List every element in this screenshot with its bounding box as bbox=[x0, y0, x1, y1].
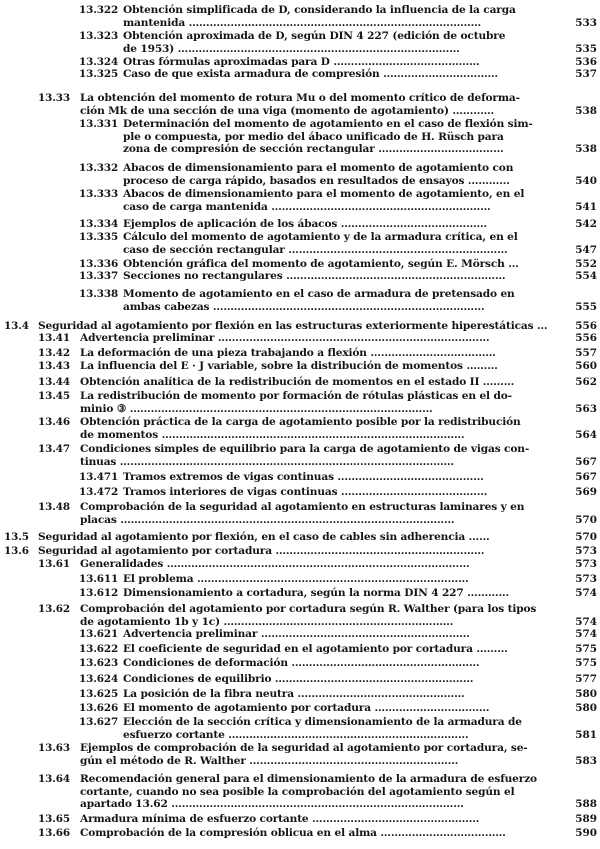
section-number: 13.623 bbox=[79, 657, 119, 669]
title-line: ple o compuesta, por medio del ábaco unificado de H. Rüsch para bbox=[123, 130, 504, 143]
section-title bbox=[123, 218, 560, 231]
section-number: 13.62 bbox=[38, 603, 71, 615]
section-title bbox=[80, 742, 560, 767]
title-line: apartado 13.62 ………………………………………………………………………… bbox=[80, 798, 464, 810]
title-line: mantenida ………………………………………………………………………… bbox=[123, 16, 482, 29]
page-number: 560 bbox=[575, 360, 597, 372]
page-number: 589 bbox=[575, 813, 597, 825]
section-number: 13.41 bbox=[38, 332, 71, 344]
page-number: 583 bbox=[575, 754, 597, 767]
section-number: 13.333 bbox=[79, 188, 119, 200]
section-title bbox=[123, 4, 560, 29]
section-title bbox=[123, 688, 560, 701]
section-title bbox=[38, 320, 560, 333]
section-title bbox=[123, 56, 560, 69]
section-title bbox=[123, 643, 560, 656]
title-line: Comprobación del agotamiento por cortadura según R. Walther (para los tipos bbox=[80, 603, 537, 615]
page-number: 574 bbox=[575, 628, 597, 640]
title-line: Condiciones de deformación ……………………………………………… bbox=[123, 657, 480, 669]
section-title bbox=[80, 443, 560, 468]
title-line: Obtención práctica de la carga de agotamiento posible por la redistribución bbox=[80, 416, 521, 428]
section-title bbox=[80, 813, 560, 826]
title-line: Otras fórmulas aproximadas para D …………………………………… bbox=[123, 56, 480, 68]
title-line: Advertencia preliminar …………………………………………………………………… bbox=[80, 332, 490, 344]
section-number: 13.4 bbox=[4, 320, 29, 332]
page-number: 542 bbox=[575, 218, 597, 230]
section-title bbox=[38, 531, 560, 544]
page-number: 533 bbox=[575, 16, 597, 29]
page-number: 580 bbox=[575, 688, 597, 700]
section-title bbox=[80, 332, 560, 345]
title-line: de agotamiento 1b y 1c) ………………………………………………………… bbox=[80, 615, 454, 628]
title-line: Generalidades …………………………………………………………………………… bbox=[80, 558, 470, 570]
section-title bbox=[123, 68, 560, 81]
page-number: 570 bbox=[575, 513, 597, 526]
section-number: 13.624 bbox=[79, 673, 119, 685]
section-title bbox=[123, 673, 560, 686]
section-title bbox=[123, 587, 560, 600]
section-title bbox=[80, 558, 560, 571]
title-line: tinuas …………………………………………………………………………………… bbox=[80, 455, 454, 468]
title-line: cortante, cuando no sea posible la comprobación del agotamiento según el bbox=[80, 785, 515, 798]
section-number: 13.338 bbox=[79, 288, 119, 300]
title-line: zona de compresión de sección rectangular ……………………………… bbox=[123, 143, 504, 155]
title-line: Ejemplos de aplicación de los ábacos …………………………………… bbox=[123, 218, 487, 230]
section-number: 13.323 bbox=[79, 30, 119, 42]
title-line: Caso de que exista armadura de compresión …………………………… bbox=[123, 68, 498, 80]
title-line: Obtención simplificada de D, considerando la influencia de la carga bbox=[123, 4, 516, 16]
section-number: 13.331 bbox=[79, 118, 119, 130]
section-number: 13.325 bbox=[79, 68, 119, 80]
title-line: La influencia del E · J variable, sobre la distribución de momentos ……… bbox=[80, 360, 498, 372]
title-line: Obtención gráfica del momento de agotamiento, según E. Mörsch … bbox=[123, 258, 519, 270]
section-number: 13.47 bbox=[38, 443, 71, 455]
section-number: 13.471 bbox=[79, 471, 119, 483]
page-number: 580 bbox=[575, 702, 597, 714]
section-title bbox=[80, 773, 560, 811]
title-line: La deformación de una pieza trabajando a flexión ……………………………… bbox=[80, 347, 496, 359]
title-line: de momentos …………………………………………………………………………… bbox=[80, 428, 465, 441]
page-number: 573 bbox=[575, 573, 597, 585]
section-number: 13.612 bbox=[79, 587, 119, 599]
title-line: El problema …………………………………………………………………… bbox=[123, 573, 469, 585]
section-title bbox=[80, 603, 560, 628]
page-number: 556 bbox=[575, 332, 597, 344]
page-number: 575 bbox=[575, 657, 597, 669]
title-line: Armadura mínima de esfuerzo cortante ………………………………………… bbox=[80, 813, 480, 825]
section-number: 13.626 bbox=[79, 702, 119, 714]
section-title bbox=[123, 30, 560, 55]
section-number: 13.66 bbox=[38, 827, 71, 839]
section-number: 13.324 bbox=[79, 56, 119, 68]
section-title bbox=[123, 162, 560, 187]
section-number: 13.61 bbox=[38, 558, 71, 570]
section-title bbox=[123, 188, 560, 213]
title-line: La obtención del momento de rotura Mu o del momento crítico de deforma- bbox=[80, 92, 520, 104]
page-number: 570 bbox=[575, 531, 597, 543]
title-line: Obtención aproximada de D, según DIN 4 227 (edición de octubre bbox=[123, 30, 506, 42]
section-number: 13.43 bbox=[38, 360, 71, 372]
page-number: 567 bbox=[575, 455, 597, 468]
title-line: minio ③ …………………………………………………………………………… bbox=[80, 402, 433, 415]
title-line: Condiciones de equilibrio ………………………………………………… bbox=[123, 673, 474, 685]
title-line: esfuerzo cortante …………………………………………………………… bbox=[123, 728, 469, 741]
title-line: Seguridad al agotamiento por flexión en las estructuras exteriormente hiperestáticas … bbox=[38, 320, 548, 332]
title-line: gún el método de R. Walther …………………………………………………… bbox=[80, 754, 459, 767]
title-line: Seguridad al agotamiento por cortadura …………………………………………………… bbox=[38, 545, 485, 557]
section-title bbox=[123, 270, 560, 283]
section-number: 13.334 bbox=[79, 218, 119, 230]
section-title bbox=[123, 288, 560, 313]
section-title bbox=[38, 545, 560, 558]
page-number: 537 bbox=[575, 68, 597, 80]
page-number: 590 bbox=[575, 827, 597, 839]
title-line: Cálculo del momento de agotamiento y de la armadura crítica, en el bbox=[123, 231, 518, 243]
page-number: 563 bbox=[575, 402, 597, 415]
section-number: 13.65 bbox=[38, 813, 71, 825]
title-line: Elección de la sección crítica y dimensionamiento de la armadura de bbox=[123, 716, 522, 728]
title-line: placas …………………………………………………………………………………… bbox=[80, 513, 455, 526]
section-number: 13.621 bbox=[79, 628, 119, 640]
page-number: 564 bbox=[575, 428, 597, 441]
section-number: 13.63 bbox=[38, 742, 71, 754]
page-number: 536 bbox=[575, 56, 597, 68]
section-title bbox=[80, 376, 560, 389]
section-title bbox=[80, 390, 560, 415]
section-number: 13.622 bbox=[79, 643, 119, 655]
page-number: 573 bbox=[575, 545, 597, 557]
page-number: 535 bbox=[575, 42, 597, 55]
title-line: Dimensionamiento a cortadura, según la norma DIN 4 227 ………… bbox=[123, 587, 509, 599]
title-line: Comprobación de la compresión oblicua en el alma ……………………………… bbox=[80, 827, 506, 839]
section-title bbox=[80, 827, 560, 840]
page-number: 540 bbox=[575, 174, 597, 187]
title-line: Abacos de dimensionamiento para el momento de agotamiento con bbox=[123, 162, 514, 174]
section-title bbox=[123, 118, 560, 156]
section-title bbox=[80, 347, 560, 360]
title-line: Ejemplos de comprobación de la seguridad al agotamiento por cortadura, se- bbox=[80, 742, 528, 754]
section-title bbox=[123, 231, 560, 256]
title-line: Momento de agotamiento en el caso de armadura de pretensado en bbox=[123, 288, 515, 300]
title-line: Recomendación general para el dimensionamiento de la armadura de esfuerzo bbox=[80, 773, 537, 785]
section-number: 13.625 bbox=[79, 688, 119, 700]
section-number: 13.6 bbox=[4, 545, 29, 557]
section-title bbox=[80, 416, 560, 441]
title-line: Secciones no rectangulares ……………………………………………………… bbox=[123, 270, 506, 282]
title-line: Obtención analítica de la redistribución de momentos en el estado II ……… bbox=[80, 376, 515, 388]
title-line: de 1953) ……………………………………………………………………… bbox=[123, 42, 460, 55]
section-title bbox=[80, 92, 560, 117]
title-line: caso de sección rectangular ……………………………………………………… bbox=[123, 243, 508, 256]
section-title bbox=[80, 360, 560, 373]
title-line: caso de carga mantenida ……………………………………………………… bbox=[123, 200, 491, 213]
title-line: proceso de carga rápido, basados en resultados de ensayos ………… bbox=[123, 174, 510, 187]
title-line: Comprobación de la seguridad al agotamiento en estructuras laminares y en bbox=[80, 501, 525, 513]
page-number: 541 bbox=[575, 200, 597, 213]
page-number: 567 bbox=[575, 471, 597, 483]
title-line: ambas cabezas …………………………………………………………………… bbox=[123, 300, 485, 313]
title-line: El momento de agotamiento por cortadura …………………………… bbox=[123, 702, 490, 714]
title-line: Tramos interiores de vigas continuas …………………………………… bbox=[123, 486, 488, 498]
page-number: 554 bbox=[575, 270, 597, 282]
title-line: Abacos de dimensionamiento para el momento de agotamiento, en el bbox=[123, 188, 525, 200]
title-line: Determinación del momento de agotamiento en el caso de flexión sim- bbox=[123, 118, 533, 130]
section-number: 13.611 bbox=[79, 573, 119, 585]
section-number: 13.46 bbox=[38, 416, 71, 428]
section-title bbox=[123, 471, 560, 484]
section-number: 13.472 bbox=[79, 486, 119, 498]
section-number: 13.44 bbox=[38, 376, 71, 388]
section-number: 13.337 bbox=[79, 270, 119, 282]
section-title bbox=[123, 657, 560, 670]
section-number: 13.42 bbox=[38, 347, 71, 359]
title-line: Advertencia preliminar …………………………………………………… bbox=[123, 628, 470, 640]
page-number: 562 bbox=[575, 376, 597, 388]
section-number: 13.5 bbox=[4, 531, 29, 543]
section-number: 13.33 bbox=[38, 92, 71, 104]
page-number: 556 bbox=[575, 320, 597, 332]
section-title bbox=[123, 628, 560, 641]
title-line: La redistribución de momento por formación de rótulas plásticas en el do- bbox=[80, 390, 512, 402]
title-line: ción Mk de una sección de una viga (momento de agotamiento) ………… bbox=[80, 104, 495, 117]
section-number: 13.64 bbox=[38, 773, 71, 785]
section-number: 13.335 bbox=[79, 231, 119, 243]
page-number: 555 bbox=[575, 300, 597, 313]
page-number: 547 bbox=[575, 243, 597, 256]
page-number: 538 bbox=[575, 143, 597, 155]
section-number: 13.332 bbox=[79, 162, 119, 174]
page-number: 569 bbox=[575, 486, 597, 498]
section-title bbox=[80, 501, 560, 526]
title-line: Condiciones simples de equilibrio para la carga de agotamiento de vigas con- bbox=[80, 443, 530, 455]
page-number: 577 bbox=[575, 673, 597, 685]
page-number: 588 bbox=[575, 798, 597, 810]
section-title bbox=[123, 486, 560, 499]
page-number: 575 bbox=[575, 643, 597, 655]
page-number: 574 bbox=[575, 587, 597, 599]
section-title bbox=[123, 573, 560, 586]
section-number: 13.627 bbox=[79, 716, 119, 728]
section-number: 13.336 bbox=[79, 258, 119, 270]
section-number: 13.48 bbox=[38, 501, 71, 513]
title-line: El coeficiente de seguridad en el agotamiento por cortadura ……… bbox=[123, 643, 508, 655]
page-number: 574 bbox=[575, 615, 597, 628]
section-title bbox=[123, 258, 560, 271]
section-number: 13.45 bbox=[38, 390, 71, 402]
page-number: 557 bbox=[575, 347, 597, 359]
page-number: 552 bbox=[575, 258, 597, 270]
title-line: Tramos extremos de vigas continuas …………………………………… bbox=[123, 471, 484, 483]
title-line: La posición de la fibra neutra ………………………………………… bbox=[123, 688, 465, 700]
page-number: 581 bbox=[575, 728, 597, 741]
page-number: 538 bbox=[575, 104, 597, 117]
section-title bbox=[123, 702, 560, 715]
page-number: 573 bbox=[575, 558, 597, 570]
title-line: Seguridad al agotamiento por flexión, en el caso de cables sin adherencia …… bbox=[38, 531, 490, 543]
section-title bbox=[123, 716, 560, 741]
section-number: 13.322 bbox=[79, 4, 119, 16]
